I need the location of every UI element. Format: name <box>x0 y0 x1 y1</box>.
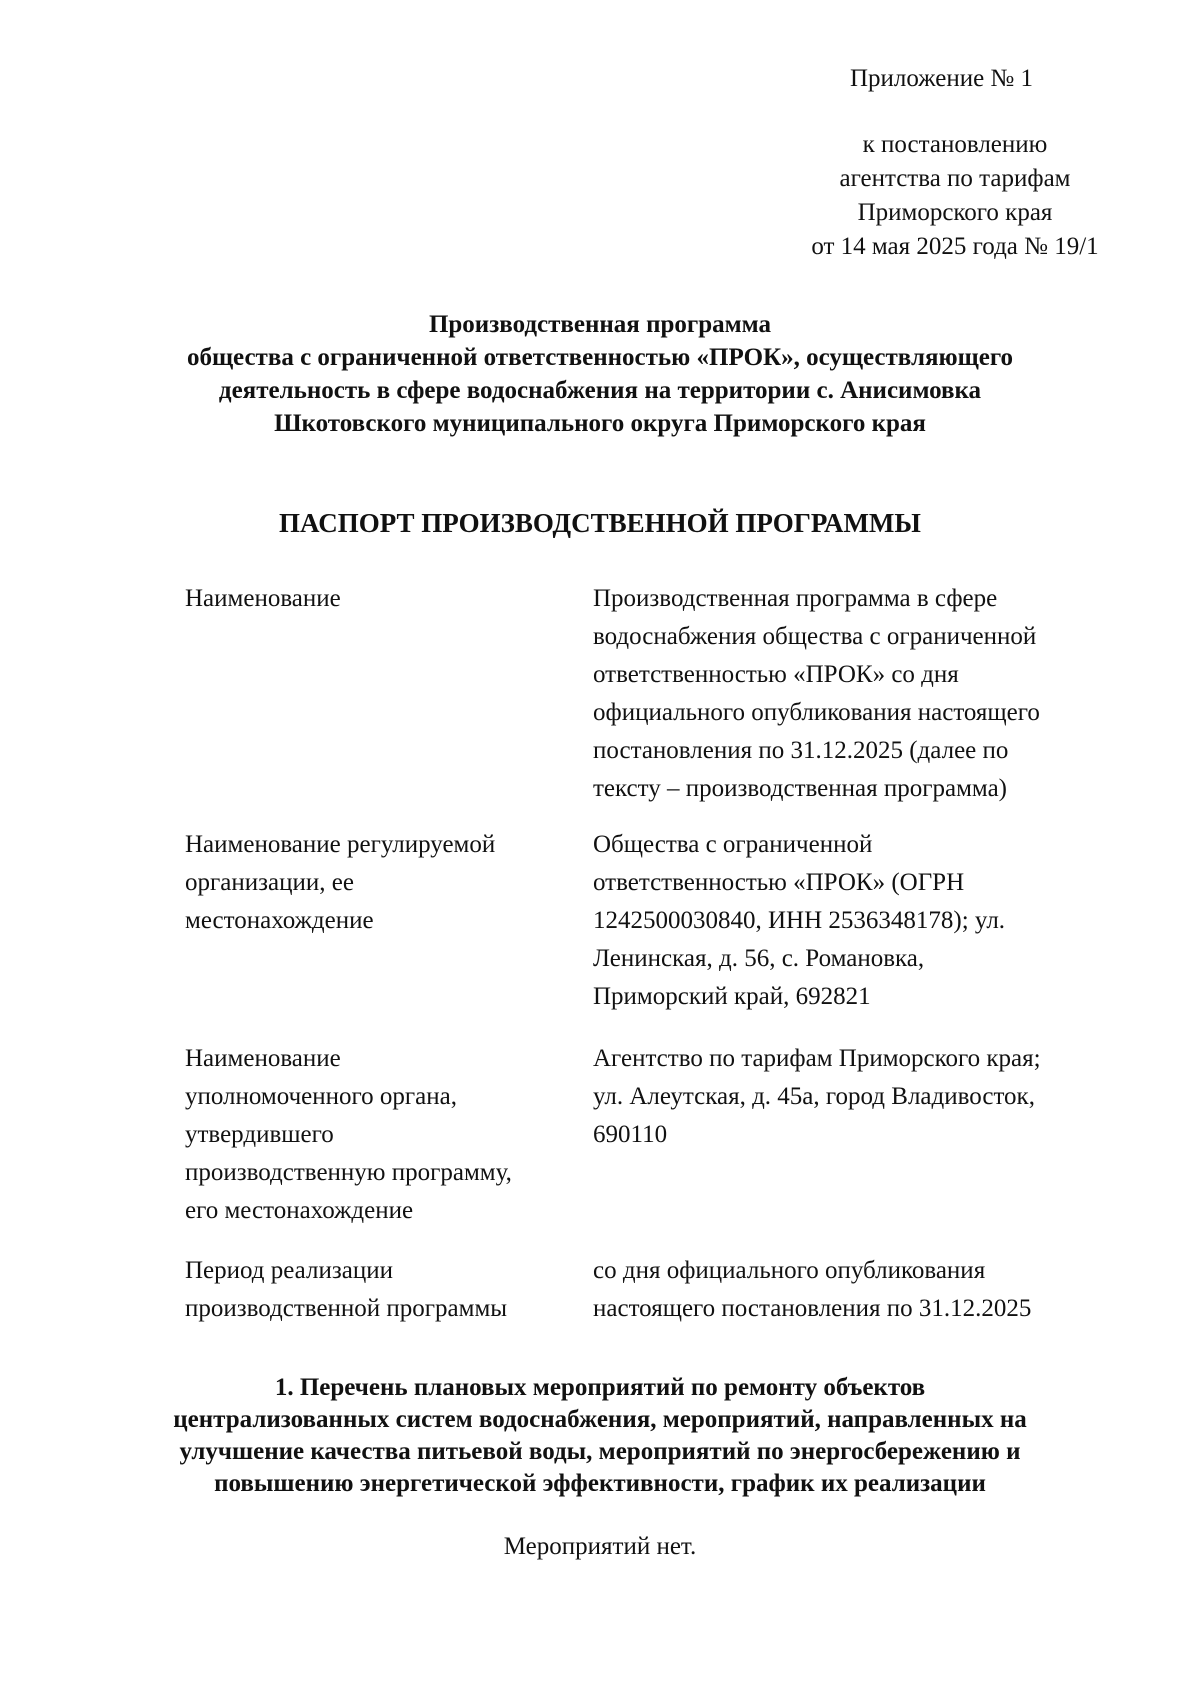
title-line: деятельность в сфере водоснабжения на территории с. Анисимовка <box>218 377 982 404</box>
label-line: Наименование <box>185 585 341 612</box>
decree-line: от 14 мая 2025 года № 19/1 <box>811 233 1099 260</box>
value-line: ответственностью «ПРОК» со дня <box>593 661 959 688</box>
passport-row-label <box>185 1252 565 1328</box>
passport-row-label <box>185 580 565 618</box>
value-line: постановления по 31.12.2025 (далее по <box>593 737 1009 764</box>
label-line: организации, ее <box>185 869 354 896</box>
label-line: производственной программы <box>185 1295 508 1322</box>
value-line: ответственностью «ПРОК» (ОГРН <box>593 869 965 896</box>
section-1-heading <box>80 1372 1120 1500</box>
value-line: Производственная программа в сфере <box>593 585 998 612</box>
heading-line: 1. Перечень плановых мероприятий по ремонту объектов <box>274 1374 926 1401</box>
value-line: ул. Алеутская, д. 45а, город Владивосток, <box>593 1083 1035 1110</box>
value-line: настоящего постановления по 31.12.2025 <box>593 1295 1032 1322</box>
value-line: 1242500030840, ИНН 2536348178); ул. <box>593 907 1006 934</box>
heading-line: повышению энергетической эффективности, график их реализации <box>214 1470 986 1497</box>
passport-row-label <box>185 826 565 940</box>
program-title <box>120 308 1080 440</box>
decree-line: агентства по тарифам <box>839 165 1071 192</box>
passport-row-value <box>593 826 1133 1016</box>
value-line: Общества с ограниченной <box>593 831 873 858</box>
passport-row-value <box>593 1040 1133 1154</box>
decree-line: к постановлению <box>862 131 1048 158</box>
decree-line: Приморского края <box>857 199 1053 226</box>
label-line: Период реализации <box>185 1257 393 1284</box>
section-1-body: Мероприятий нет. <box>503 1533 697 1560</box>
passport-row-value <box>593 580 1133 808</box>
title-line: Шкотовского муниципального округа Приморского края <box>274 410 926 437</box>
title-line: общества с ограниченной ответственностью «ПРОК», осуществляющего <box>186 344 1014 371</box>
decree-reference <box>790 128 1120 264</box>
title-line: Производственная программа <box>428 311 772 338</box>
value-line: тексту – производственная программа) <box>593 775 1008 802</box>
label-line: Наименование <box>185 1045 341 1072</box>
heading-line: централизованных систем водоснабжения, мероприятий, направленных на <box>173 1406 1027 1433</box>
passport-row-label <box>185 1040 565 1230</box>
label-line: Наименование регулируемой <box>185 831 496 858</box>
value-line: 690110 <box>593 1121 668 1148</box>
label-line: уполномоченного органа, <box>185 1083 457 1110</box>
passport-heading: ПАСПОРТ ПРОИЗВОДСТВЕННОЙ ПРОГРАММЫ <box>279 508 921 538</box>
label-line: его местонахождение <box>185 1197 414 1224</box>
value-line: со дня официального опубликования <box>593 1257 986 1284</box>
label-line: производственную программу, <box>185 1159 512 1186</box>
label-line: местонахождение <box>185 907 374 934</box>
value-line: Ленинская, д. 56, с. Романовка, <box>593 945 925 972</box>
value-line: Приморский край, 692821 <box>593 983 871 1010</box>
appendix-label: Приложение № 1 <box>850 65 1034 92</box>
value-line: официального опубликования настоящего <box>593 699 1040 726</box>
heading-line: улучшение качества питьевой воды, мероприятий по энергосбережению и <box>179 1438 1021 1465</box>
value-line: водоснабжения общества с ограниченной <box>593 623 1037 650</box>
label-line: утвердившего <box>185 1121 334 1148</box>
passport-row-value <box>593 1252 1133 1328</box>
value-line: Агентство по тарифам Приморского края; <box>593 1045 1041 1072</box>
